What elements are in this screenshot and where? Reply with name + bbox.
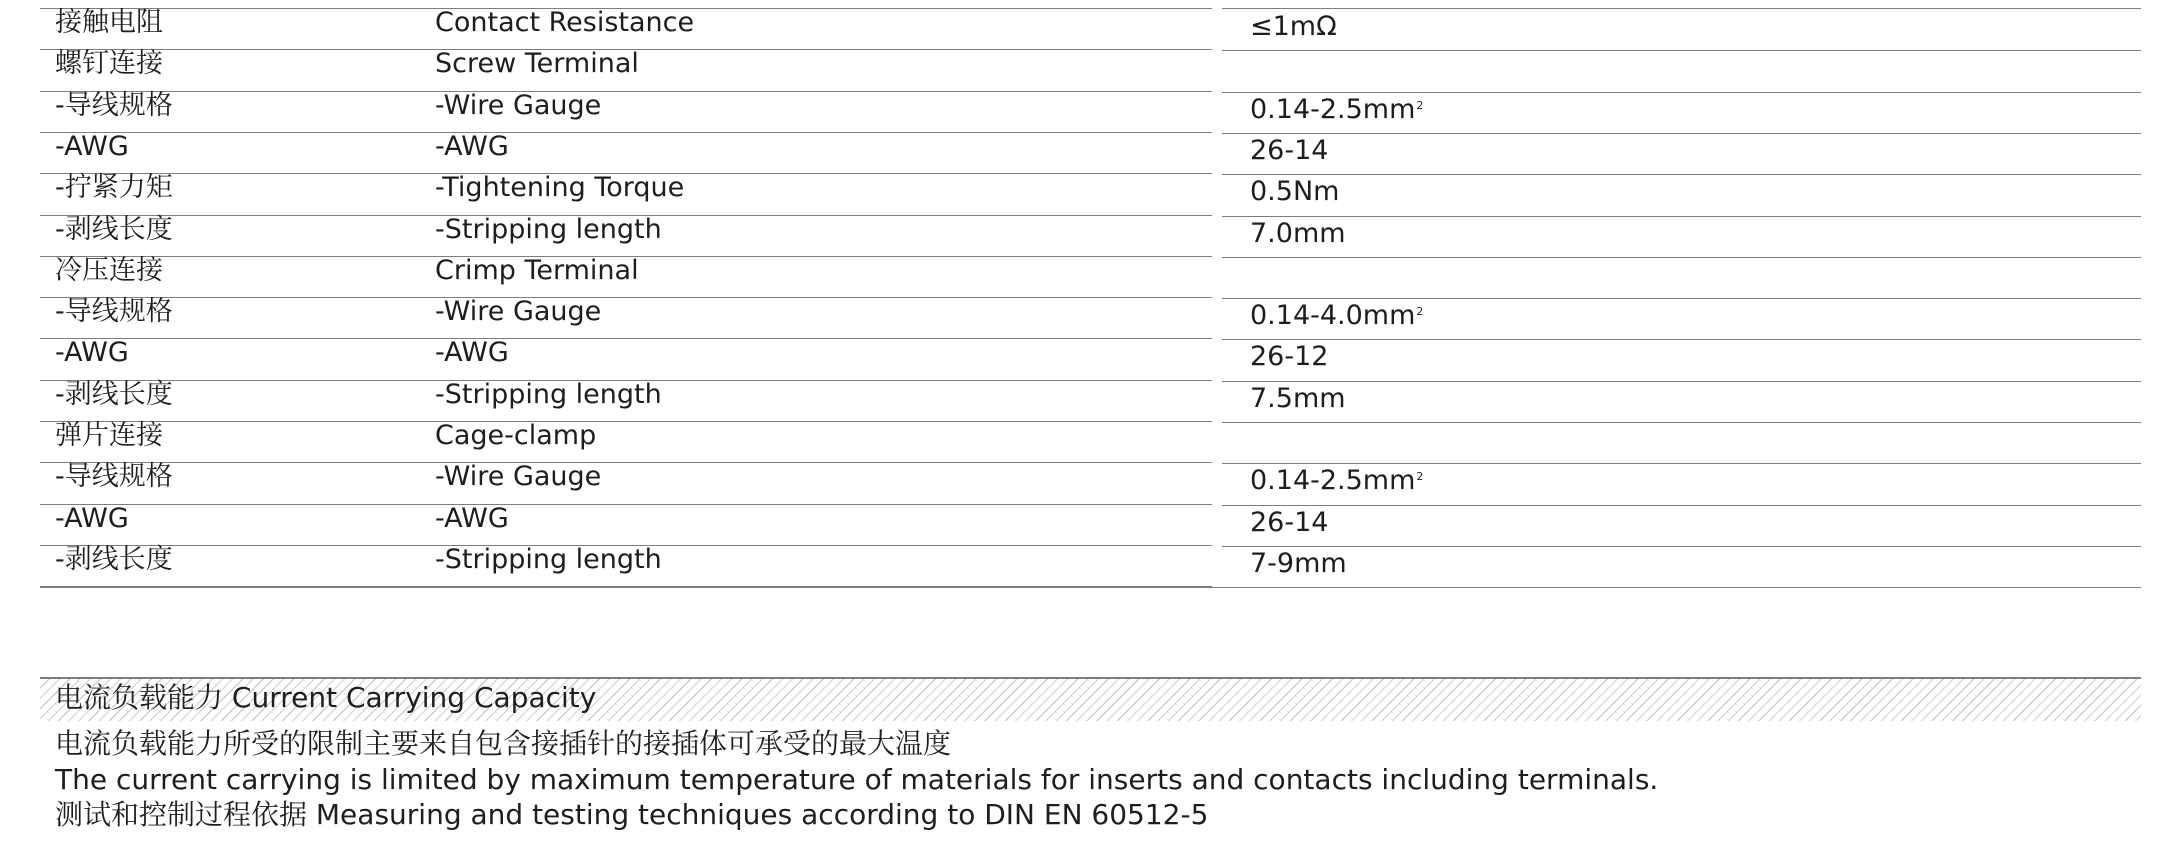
row-label-en: Screw Terminal: [435, 48, 639, 80]
table-row: [0, 2, 2172, 43]
row-label-en: -Wire Gauge: [435, 89, 602, 121]
row-value: [1250, 295, 1423, 336]
row-value: [1250, 213, 1346, 254]
row-label-zh: -剥线长度: [55, 213, 173, 245]
row-label-en: Crimp Terminal: [435, 254, 639, 286]
row-label-zh: 弹片连接: [55, 420, 163, 451]
description-line-en: The current carrying is limited by maximum temperature of materials for inserts and contacts including terminals.: [55, 763, 1659, 796]
standard-reference-line: 测试和控制过程依据 Measuring and testing techniques according to DIN EN 60512-5: [55, 798, 1209, 831]
table-row: [0, 126, 2172, 167]
row-value: [1250, 89, 1423, 130]
row-value-text: 26-12: [1250, 341, 1329, 373]
row-label-en: -AWG: [435, 337, 509, 369]
table-row: [0, 167, 2172, 208]
row-value: [1250, 336, 1328, 377]
row-label-zh: 冷压连接: [55, 254, 163, 286]
row-label-zh: -AWG: [55, 502, 129, 534]
table-row: [0, 539, 2172, 580]
row-value-text: 7-9mm: [1250, 547, 1347, 579]
table-row: [0, 415, 2172, 456]
row-label-zh: -AWG: [55, 130, 129, 162]
table-row: [0, 43, 2172, 84]
table-row: [0, 209, 2172, 250]
row-value: [1250, 460, 1423, 501]
row-value-text: 7.0mm: [1250, 217, 1346, 249]
table-row: [0, 498, 2172, 539]
table-row: [0, 250, 2172, 291]
row-value-text: 7.5mm: [1250, 382, 1346, 414]
row-label-zh: 螺钉连接: [55, 48, 163, 80]
section-title: 电流负载能力 Current Carrying Capacity: [55, 681, 597, 714]
row-value-superscript: 2: [1416, 305, 1424, 319]
table-row: [0, 291, 2172, 332]
row-label-zh: -拧紧力矩: [55, 172, 173, 204]
row-value: [1250, 171, 1339, 212]
table-row: [0, 85, 2172, 126]
row-value: [1250, 502, 1328, 543]
row-label-en: -Wire Gauge: [435, 296, 602, 328]
row-value-superscript: 2: [1416, 470, 1424, 484]
row-label-zh: -剥线长度: [55, 378, 173, 410]
row-label-zh: 接触电阻: [55, 7, 163, 38]
row-value-text: 0.5Nm: [1250, 176, 1340, 208]
row-label-zh: -导线规格: [55, 89, 173, 121]
table-row: [0, 456, 2172, 497]
row-value-text: 0.14-4.0mm: [1250, 300, 1416, 332]
row-label-en: -AWG: [435, 130, 509, 162]
row-label-zh: -剥线长度: [55, 543, 173, 575]
row-label-en: Contact Resistance: [435, 7, 695, 38]
row-label-en: -Stripping length: [435, 213, 662, 245]
row-value: [1250, 378, 1346, 419]
row-label-en: -AWG: [435, 502, 509, 534]
row-label-zh: -导线规格: [55, 296, 173, 328]
row-value-text: 0.14-2.5mm: [1250, 465, 1416, 497]
table-row: [0, 332, 2172, 373]
table-bottom-rule: [40, 587, 2141, 588]
row-label-en: -Stripping length: [435, 378, 662, 410]
row-label-en: -Tightening Torque: [435, 172, 685, 204]
row-label-zh: -导线规格: [55, 461, 173, 493]
row-value: [1250, 130, 1328, 171]
row-label-zh: -AWG: [55, 337, 129, 369]
row-value-superscript: 2: [1416, 98, 1424, 112]
row-label-en: Cage-clamp: [435, 420, 597, 451]
row-label-en: -Wire Gauge: [435, 461, 602, 493]
description-line-zh: 电流负载能力所受的限制主要来自包含接插针的接插体可承受的最大温度: [55, 727, 952, 760]
row-value-text: 26-14: [1250, 506, 1329, 538]
row-value-text: ≤1mΩ: [1250, 11, 1337, 42]
row-value-text: 26-14: [1250, 134, 1329, 166]
row-value: [1250, 6, 1337, 47]
table-row: [0, 374, 2172, 415]
row-value-text: 0.14-2.5mm: [1250, 93, 1416, 125]
row-label-en: -Stripping length: [435, 543, 662, 575]
row-value: [1250, 543, 1347, 584]
